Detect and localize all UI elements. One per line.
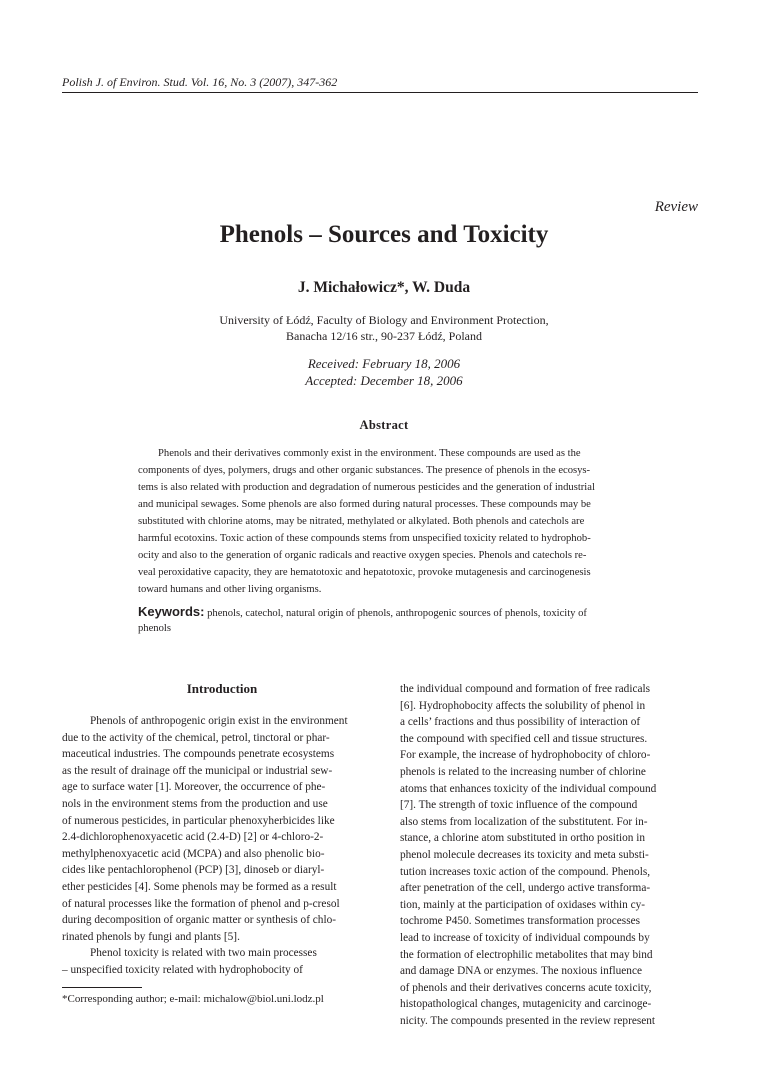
abstract-line: ocity and also to the generation of organic radicals and reactive oxygen species. Phenols and catechols re- [138, 550, 587, 561]
body-line: due to the activity of the chemical, petrol, tinctoral or phar- [62, 731, 330, 744]
body-line: cides like pentachlorophenol (PCP) [3], dinoseb or diaryl- [62, 864, 325, 877]
body-line: phenol molecule decreases its toxicity and meta substi- [400, 849, 649, 861]
abstract-line: tems is also related with production and degradation of numerous pesticides and the generation of industrial [138, 482, 595, 493]
body-line: histopathological changes, mutagenicity and carcinoge- [400, 998, 652, 1011]
body-line: For example, the increase of hydrophobocity of chloro- [400, 749, 651, 762]
keywords-continuation: phenols [138, 623, 171, 634]
body-line: after penetration of the cell, undergo active transforma- [400, 882, 651, 895]
abstract-line: veal peroxidative capacity, they are hematotoxic and hepatotoxic, provoke mutagenesis and carcinogenesis [138, 567, 591, 578]
body-line: phenols is related to the increasing number of chlorine [400, 766, 646, 778]
body-line: and damage DNA or enzymes. The noxious influence [400, 965, 642, 978]
body-line: also stems from localization of the substitutent. For in- [400, 815, 648, 828]
body-line: 2.4-dichlorophenoxyacetic acid (2.4-D) [2] or 4-chloro-2- [62, 831, 324, 844]
keywords-text: phenols, catechol, natural origin of phenols, anthropogenic sources of phenols, toxicity of [207, 608, 587, 619]
body-line: nols in the environment stems from the production and use [62, 798, 328, 810]
body-line: as the result of drainage off the municipal or industrial sew- [62, 764, 333, 777]
received-date: Received: February 18, 2006 [307, 356, 461, 371]
body-line: lead to increase of toxicity of individual compounds by [400, 932, 650, 944]
introduction-heading: Introduction [186, 681, 258, 696]
affiliation-line: Banacha 12/16 str., 90-237 Łódź, Poland [286, 329, 482, 343]
article-type: Review [654, 199, 698, 215]
journal-citation: Polish J. of Environ. Stud. Vol. 16, No. 3 (2007), 347-362 [62, 75, 338, 89]
body-line: ether pesticides [4]. Some phenols may be formed as a result [62, 881, 337, 893]
body-line: the compound with specified cell and tissue structures. [400, 732, 648, 745]
keywords-label: Keywords: [138, 604, 205, 619]
body-line: a cells’ fractions and thus possibility of interaction of [400, 716, 641, 729]
body-line: [7]. The strength of toxic influence of the compound [400, 799, 638, 812]
abstract-line: substituted with chlorine atoms, may be nitrated, methylated or alkylated. Both phenols and catechols are [138, 516, 585, 527]
abstract-line: harmful ecotoxins. Toxic action of these compounds stems from unspecified toxicity related to hydrophob- [138, 533, 591, 544]
body-line: maceutical industries. The compounds penetrate ecosystems [62, 748, 335, 761]
body-line: the formation of electrophilic metabolites that may bind [400, 948, 653, 961]
header-rule [62, 92, 698, 93]
corresponding-author-footnote: *Corresponding author; e-mail: michalow@biol.uni.lodz.pl [62, 993, 324, 1005]
body-line: the individual compound and formation of free radicals [400, 683, 651, 695]
authors: J. Michałowicz*, W. Duda [297, 279, 471, 296]
body-line: tion, mainly at the participation of oxidases within cy- [400, 898, 646, 911]
body-line: Phenol toxicity is related with two main processes [90, 947, 317, 960]
abstract-line: and municipal sewages. Some phenols are also formed during natural processes. These compounds may be [138, 499, 591, 510]
body-line: of phenols and their derivatives concerns acute toxicity, [400, 981, 652, 994]
body-line: Phenols of anthropogenic origin exist in the environment [90, 715, 348, 727]
body-line: atoms that enhances toxicity of the individual compound [400, 782, 657, 795]
body-line: methylphenoxyacetic acid (MCPA) and also phenolic bio- [62, 847, 325, 860]
body-line: rinated phenols by fungi and plants [5]. [62, 930, 240, 943]
body-line: nicity. The compounds presented in the review represent [400, 1015, 656, 1027]
abstract-heading: Abstract [359, 418, 409, 432]
accepted-date: Accepted: December 18, 2006 [305, 373, 463, 388]
body-line: tochrome P450. Sometimes transformation processes [400, 915, 641, 928]
article-title: Phenols – Sources and Toxicity [219, 221, 549, 248]
body-line: tution increases toxic action of the compound. Phenols, [400, 865, 651, 878]
footnote-rule [62, 987, 142, 988]
body-line: during decomposition of organic matter or synthesis of chlo- [62, 914, 336, 927]
abstract-line: Phenols and their derivatives commonly exist in the environment. These compounds are used as the [158, 448, 581, 459]
abstract-line: toward humans and other living organisms. [138, 584, 322, 595]
body-line: age to surface water [1]. Moreover, the occurrence of phe- [62, 781, 326, 794]
body-line: stance, a chlorine atom substituted in ortho position in [400, 832, 646, 845]
body-line: of numerous pesticides, in particular phenoxyherbicides like [62, 814, 335, 827]
body-line: [6]. Hydrophobocity affects the solubility of phenol in [400, 699, 646, 712]
body-line: of natural processes like the formation of phenol and p-cresol [62, 897, 340, 910]
affiliation-line: University of Łódź, Faculty of Biology and Environment Protection, [219, 313, 549, 327]
body-line: – unspecified toxicity related with hydrophobocity of [62, 964, 303, 976]
abstract-line: components of dyes, polymers, drugs and other organic substances. The presence of phenols in the ecosys- [138, 465, 591, 476]
